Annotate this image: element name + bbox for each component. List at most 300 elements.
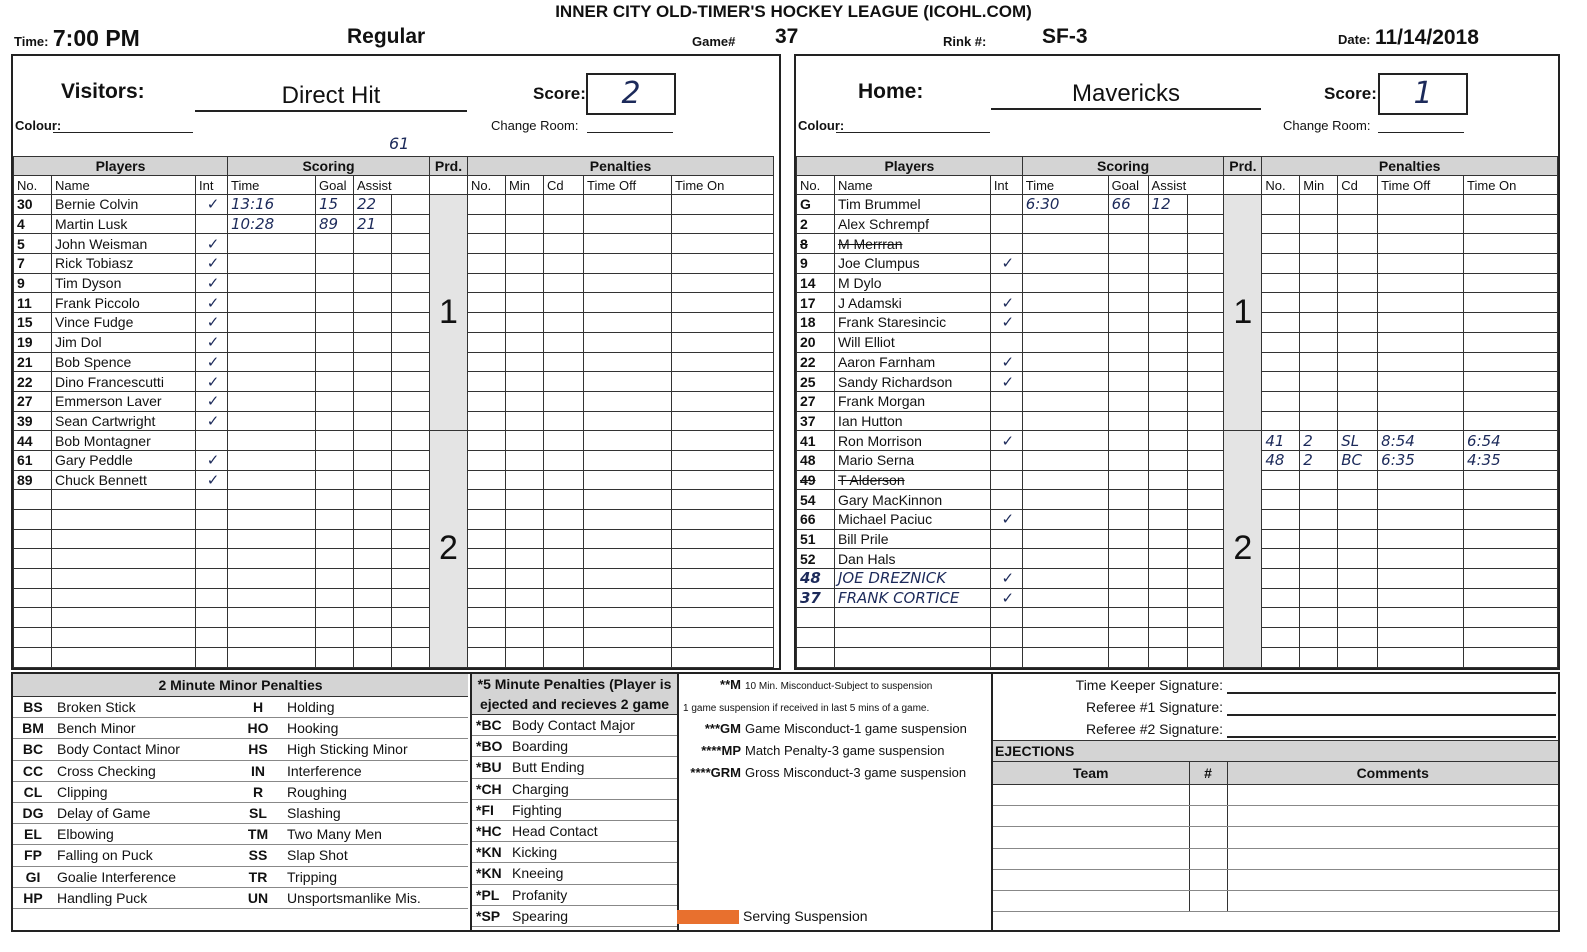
player-number xyxy=(14,549,52,569)
penalty-min xyxy=(506,411,544,431)
minor-penalty-row xyxy=(13,781,468,802)
goal-assist xyxy=(354,470,392,490)
player-row xyxy=(797,450,1558,470)
player-row xyxy=(14,372,774,392)
penalty-cd xyxy=(544,569,584,589)
player-int-check: ✓ xyxy=(990,254,1022,274)
penalty-on xyxy=(1464,372,1558,392)
player-number xyxy=(14,588,52,608)
penalty-no xyxy=(468,569,506,589)
penalty-cd xyxy=(544,372,584,392)
penalty-cd xyxy=(544,273,584,293)
ejection-comment[interactable] xyxy=(1227,890,1558,911)
minor-penalty-row xyxy=(13,802,468,823)
players-header: Players xyxy=(14,157,228,176)
goal-time xyxy=(228,490,316,510)
player-row xyxy=(797,588,1558,608)
player-row xyxy=(14,195,774,215)
player-name: John Weisman xyxy=(52,234,196,254)
goal-assist xyxy=(354,293,392,313)
penalty-description: Clipping xyxy=(53,781,233,802)
penalty-off xyxy=(1378,569,1464,589)
misconduct-code: ****GRM xyxy=(690,765,741,780)
penalty-cd xyxy=(544,313,584,333)
penalty-description: Slashing xyxy=(283,802,468,823)
goal-scorer xyxy=(1108,293,1148,313)
penalty-cd xyxy=(544,470,584,490)
penalty-code: BM xyxy=(13,718,53,739)
goal-assist xyxy=(1148,647,1188,667)
penalty-off xyxy=(584,195,672,215)
player-name: Aaron Farnham xyxy=(834,352,990,372)
major-penalty-row xyxy=(472,778,677,799)
player-row xyxy=(797,352,1558,372)
goal-scorer xyxy=(1108,450,1148,470)
penalty-description: Delay of Game xyxy=(53,802,233,823)
player-row xyxy=(797,234,1558,254)
player-name: Tim Dyson xyxy=(52,273,196,293)
penalty-no xyxy=(468,214,506,234)
penalties-header: Penalties xyxy=(1262,157,1558,176)
goal-assist xyxy=(1148,214,1188,234)
penalty-on xyxy=(672,372,774,392)
player-name: Jim Dol xyxy=(52,332,196,352)
visitors-score-label: Score: xyxy=(533,84,586,103)
goal-time xyxy=(228,293,316,313)
goal-assist-2 xyxy=(392,608,430,628)
penalty-off xyxy=(584,313,672,333)
penalty-min xyxy=(1300,411,1338,431)
penalty-no xyxy=(1262,470,1300,490)
goal-time xyxy=(228,529,316,549)
goal-assist-2 xyxy=(1188,431,1224,451)
referee1-signature-line[interactable] xyxy=(1227,714,1556,716)
penalty-min xyxy=(1300,372,1338,392)
penalty-off xyxy=(1378,254,1464,274)
misconduct-row xyxy=(677,674,991,696)
player-row xyxy=(797,549,1558,569)
goal-time xyxy=(228,372,316,392)
goal-assist xyxy=(1148,529,1188,549)
penalty-code: UN xyxy=(233,887,283,908)
player-int-check: ✓ xyxy=(990,352,1022,372)
minor-penalty-row xyxy=(13,739,468,760)
penalty-cd xyxy=(544,529,584,549)
date-value: 11/14/2018 xyxy=(1374,26,1479,49)
goal-time xyxy=(1022,411,1108,431)
col-prd xyxy=(1224,176,1262,195)
penalty-no xyxy=(1262,273,1300,293)
player-name: Frank Piccolo xyxy=(52,293,196,313)
goal-assist xyxy=(354,313,392,333)
penalty-off xyxy=(1378,352,1464,372)
penalty-min xyxy=(506,293,544,313)
player-int-check: ✓ xyxy=(196,273,228,293)
goal-assist-2 xyxy=(392,569,430,589)
penalty-cd xyxy=(544,195,584,215)
visitors-change-room-line xyxy=(587,132,673,133)
penalty-code: IN xyxy=(233,760,283,781)
player-name xyxy=(52,608,196,628)
penalty-min xyxy=(1300,254,1338,274)
player-row xyxy=(14,234,774,254)
player-number: 20 xyxy=(797,332,835,352)
ejection-number[interactable] xyxy=(1189,827,1227,848)
timekeeper-signature-row xyxy=(993,674,1558,696)
penalty-no xyxy=(468,608,506,628)
timekeeper-signature-line[interactable] xyxy=(1227,692,1556,694)
goal-time xyxy=(1022,608,1108,628)
ejections-team-col: Team xyxy=(993,762,1189,785)
penalty-no xyxy=(1262,647,1300,667)
goal-scorer xyxy=(316,510,354,530)
penalty-off xyxy=(1378,372,1464,392)
player-name: Rick Tobiasz xyxy=(52,254,196,274)
ejection-team[interactable] xyxy=(993,848,1189,869)
penalty-no xyxy=(1262,195,1300,215)
player-int-check xyxy=(196,647,228,667)
player-row xyxy=(14,510,774,530)
player-int-check xyxy=(990,529,1022,549)
penalty-no xyxy=(1262,214,1300,234)
penalty-code: DG xyxy=(13,802,53,823)
ejection-comment[interactable] xyxy=(1227,785,1558,806)
penalty-on xyxy=(1464,254,1558,274)
ejection-team[interactable] xyxy=(993,869,1189,890)
penalty-off xyxy=(584,450,672,470)
col-pen-no: No. xyxy=(468,176,506,195)
penalty-code: BS xyxy=(13,697,53,718)
penalty-cd xyxy=(544,234,584,254)
penalty-off xyxy=(584,470,672,490)
player-name: Mario Serna xyxy=(834,450,990,470)
penalty-on xyxy=(1464,510,1558,530)
player-row xyxy=(797,529,1558,549)
goal-assist-2 xyxy=(392,313,430,333)
penalty-no xyxy=(1262,490,1300,510)
goal-scorer xyxy=(1108,273,1148,293)
player-int-check xyxy=(196,608,228,628)
penalty-code: *BC xyxy=(472,715,508,736)
col-assist: Assist xyxy=(354,176,430,195)
period-2-cell: 2 xyxy=(1224,431,1262,667)
col-min: Min xyxy=(1300,176,1338,195)
col-name: Name xyxy=(52,176,196,195)
penalty-description: Spearing xyxy=(508,905,677,926)
player-number: 37 xyxy=(797,588,835,608)
penalty-cd xyxy=(1338,195,1378,215)
ejection-number[interactable] xyxy=(1189,785,1227,806)
player-int-check xyxy=(196,214,228,234)
goal-scorer xyxy=(1108,529,1148,549)
goal-assist-2 xyxy=(392,549,430,569)
ejection-row xyxy=(993,848,1558,869)
game-number-value: 37 xyxy=(775,25,799,48)
players-header: Players xyxy=(797,157,1023,176)
penalty-no xyxy=(1262,529,1300,549)
goal-assist xyxy=(1148,352,1188,372)
col-cd: Cd xyxy=(544,176,584,195)
penalty-on xyxy=(672,450,774,470)
minor-penalty-row xyxy=(13,760,468,781)
ejection-team[interactable] xyxy=(993,806,1189,827)
player-row xyxy=(797,628,1558,648)
ejection-comment[interactable] xyxy=(1227,869,1558,890)
period-1-cell: 1 xyxy=(430,195,468,431)
goal-time xyxy=(1022,470,1108,490)
player-int-check xyxy=(990,450,1022,470)
player-number: 48 xyxy=(797,450,835,470)
player-number: 19 xyxy=(14,332,52,352)
penalty-cd: BC xyxy=(1338,450,1378,470)
penalty-no xyxy=(468,195,506,215)
penalty-min xyxy=(506,510,544,530)
goal-scorer xyxy=(316,549,354,569)
player-name: Sandy Richardson xyxy=(834,372,990,392)
penalty-min xyxy=(1300,647,1338,667)
misconduct-text: Gross Misconduct-3 game suspension xyxy=(745,765,967,780)
penalty-on xyxy=(672,332,774,352)
goal-time xyxy=(1022,313,1108,333)
player-name: Ian Hutton xyxy=(834,411,990,431)
penalty-description: Two Many Men xyxy=(283,824,468,845)
col-int: Int xyxy=(196,176,228,195)
penalty-on xyxy=(1464,549,1558,569)
player-number xyxy=(14,529,52,549)
penalty-cd xyxy=(1338,549,1378,569)
ejection-team[interactable] xyxy=(993,785,1189,806)
goal-scorer xyxy=(1108,254,1148,274)
player-int-check xyxy=(990,490,1022,510)
penalty-no xyxy=(468,431,506,451)
goal-scorer xyxy=(1108,608,1148,628)
visitors-colour-label: Colour: xyxy=(15,118,62,133)
penalty-min: 2 xyxy=(1300,431,1338,451)
penalty-on xyxy=(1464,529,1558,549)
player-int-check: ✓ xyxy=(990,510,1022,530)
goal-assist xyxy=(354,391,392,411)
player-name: Bob Spence xyxy=(52,352,196,372)
penalty-description: Butt Ending xyxy=(508,757,677,778)
home-table-wrap xyxy=(796,156,1558,668)
player-int-check xyxy=(196,549,228,569)
goal-time xyxy=(1022,273,1108,293)
minor-penalties-title: 2 Minute Minor Penalties xyxy=(13,674,468,697)
penalty-off xyxy=(1378,273,1464,293)
player-number: 17 xyxy=(797,293,835,313)
penalty-off xyxy=(584,214,672,234)
penalty-on xyxy=(1464,411,1558,431)
ejection-number[interactable] xyxy=(1189,890,1227,911)
ejection-comment[interactable] xyxy=(1227,827,1558,848)
misconduct-text: Game Misconduct-1 game suspension xyxy=(745,721,967,736)
player-name: Frank Staresincic xyxy=(834,313,990,333)
goal-scorer xyxy=(1108,372,1148,392)
player-int-check xyxy=(990,214,1022,234)
penalty-off xyxy=(1378,510,1464,530)
penalty-on xyxy=(1464,352,1558,372)
goal-assist-2 xyxy=(392,352,430,372)
penalty-description: Kicking xyxy=(508,842,677,863)
goal-assist xyxy=(1148,372,1188,392)
penalty-on xyxy=(672,313,774,333)
major-penalties xyxy=(470,674,679,930)
penalty-min xyxy=(1300,214,1338,234)
ejection-number[interactable] xyxy=(1189,848,1227,869)
goal-assist xyxy=(1148,332,1188,352)
penalty-no: 48 xyxy=(1262,450,1300,470)
penalty-no xyxy=(468,490,506,510)
player-row xyxy=(14,411,774,431)
penalty-off xyxy=(584,431,672,451)
player-int-check: ✓ xyxy=(990,588,1022,608)
player-name: Ron Morrison xyxy=(834,431,990,451)
goal-time xyxy=(228,431,316,451)
ejections-comments-col: Comments xyxy=(1227,762,1558,785)
penalty-cd xyxy=(544,293,584,313)
visitors-score: 2 xyxy=(586,73,676,115)
penalty-min xyxy=(1300,529,1338,549)
penalty-min xyxy=(1300,293,1338,313)
goal-time xyxy=(228,313,316,333)
penalty-min xyxy=(1300,391,1338,411)
ejection-comment[interactable] xyxy=(1227,848,1558,869)
penalty-on xyxy=(1464,332,1558,352)
penalty-off xyxy=(1378,608,1464,628)
penalty-cd xyxy=(1338,411,1378,431)
penalty-code: HS xyxy=(233,739,283,760)
goal-time xyxy=(228,510,316,530)
goal-assist-2 xyxy=(392,273,430,293)
goal-assist xyxy=(354,588,392,608)
col-no: No. xyxy=(14,176,52,195)
goal-assist-2 xyxy=(392,450,430,470)
referee2-signature-line[interactable] xyxy=(1227,736,1556,738)
home-panel xyxy=(794,54,1560,670)
goal-time xyxy=(1022,293,1108,313)
penalty-cd xyxy=(1338,628,1378,648)
ejection-number[interactable] xyxy=(1189,869,1227,890)
penalty-cd xyxy=(1338,647,1378,667)
rink-label: Rink #: xyxy=(943,34,987,49)
game-type: Regular xyxy=(347,25,426,48)
penalty-on xyxy=(1464,647,1558,667)
ejection-team[interactable] xyxy=(993,827,1189,848)
player-name xyxy=(52,490,196,510)
player-row xyxy=(14,588,774,608)
penalty-description: Fighting xyxy=(508,799,677,820)
misconduct-text: 10 Min. Misconduct-Subject to suspension xyxy=(745,681,933,692)
rink-value: SF-3 xyxy=(1042,25,1088,48)
col-pen-no: No. xyxy=(1262,176,1300,195)
misconduct-list xyxy=(677,674,991,784)
penalty-min xyxy=(506,352,544,372)
goal-scorer xyxy=(1108,214,1148,234)
goal-assist: 12 xyxy=(1148,195,1188,215)
goal-assist xyxy=(354,647,392,667)
penalty-no xyxy=(1262,234,1300,254)
player-number: 37 xyxy=(797,411,835,431)
penalty-off xyxy=(1378,549,1464,569)
player-int-check: ✓ xyxy=(990,431,1022,451)
goal-time: 13:16 xyxy=(228,195,316,215)
penalty-min xyxy=(506,431,544,451)
goal-assist xyxy=(1148,549,1188,569)
penalty-min xyxy=(506,332,544,352)
serving-suspension-legend xyxy=(677,908,868,924)
player-int-check xyxy=(990,332,1022,352)
goal-assist xyxy=(354,628,392,648)
goal-assist xyxy=(1148,431,1188,451)
penalty-off xyxy=(1378,628,1464,648)
penalty-min xyxy=(1300,352,1338,372)
ejection-number[interactable] xyxy=(1189,806,1227,827)
col-int: Int xyxy=(990,176,1022,195)
penalty-no xyxy=(1262,313,1300,333)
player-int-check: ✓ xyxy=(196,293,228,313)
player-row xyxy=(14,470,774,490)
col-goal: Goal xyxy=(316,176,354,195)
player-row xyxy=(14,293,774,313)
goal-time xyxy=(228,628,316,648)
player-int-check xyxy=(196,529,228,549)
penalty-no xyxy=(468,313,506,333)
penalty-on xyxy=(672,391,774,411)
ejection-comment[interactable] xyxy=(1227,806,1558,827)
goal-time xyxy=(1022,588,1108,608)
player-int-check xyxy=(990,470,1022,490)
player-int-check: ✓ xyxy=(196,470,228,490)
penalty-min xyxy=(1300,234,1338,254)
officials-section xyxy=(993,674,1558,930)
penalty-on xyxy=(1464,628,1558,648)
penalty-code: CC xyxy=(13,760,53,781)
goal-assist-2 xyxy=(1188,273,1224,293)
prd-header: Prd. xyxy=(1224,157,1262,176)
minor-penalty-row xyxy=(13,866,468,887)
penalty-no xyxy=(468,293,506,313)
penalty-code: EL xyxy=(13,824,53,845)
player-name: Joe Clumpus xyxy=(834,254,990,274)
goal-time xyxy=(1022,490,1108,510)
penalty-code: *HC xyxy=(472,820,508,841)
goal-assist xyxy=(354,273,392,293)
penalty-description: Kneeing xyxy=(508,863,677,884)
goal-assist-2 xyxy=(1188,195,1224,215)
player-name: Tim Brummel xyxy=(834,195,990,215)
penalty-code: CL xyxy=(13,781,53,802)
penalty-cd xyxy=(544,647,584,667)
penalty-on xyxy=(672,510,774,530)
penalty-min xyxy=(506,391,544,411)
player-number: 41 xyxy=(797,431,835,451)
penalty-cd xyxy=(1338,608,1378,628)
player-name: Bernie Colvin xyxy=(52,195,196,215)
penalty-on xyxy=(672,411,774,431)
player-name: Will Elliot xyxy=(834,332,990,352)
goal-assist xyxy=(354,549,392,569)
penalty-off xyxy=(584,391,672,411)
penalty-min xyxy=(1300,510,1338,530)
penalty-min xyxy=(1300,549,1338,569)
ejection-team[interactable] xyxy=(993,890,1189,911)
penalty-off xyxy=(1378,529,1464,549)
player-row xyxy=(797,391,1558,411)
goal-scorer xyxy=(1108,313,1148,333)
penalty-no xyxy=(468,254,506,274)
penalty-cd xyxy=(1338,254,1378,274)
goal-assist-2 xyxy=(1188,588,1224,608)
